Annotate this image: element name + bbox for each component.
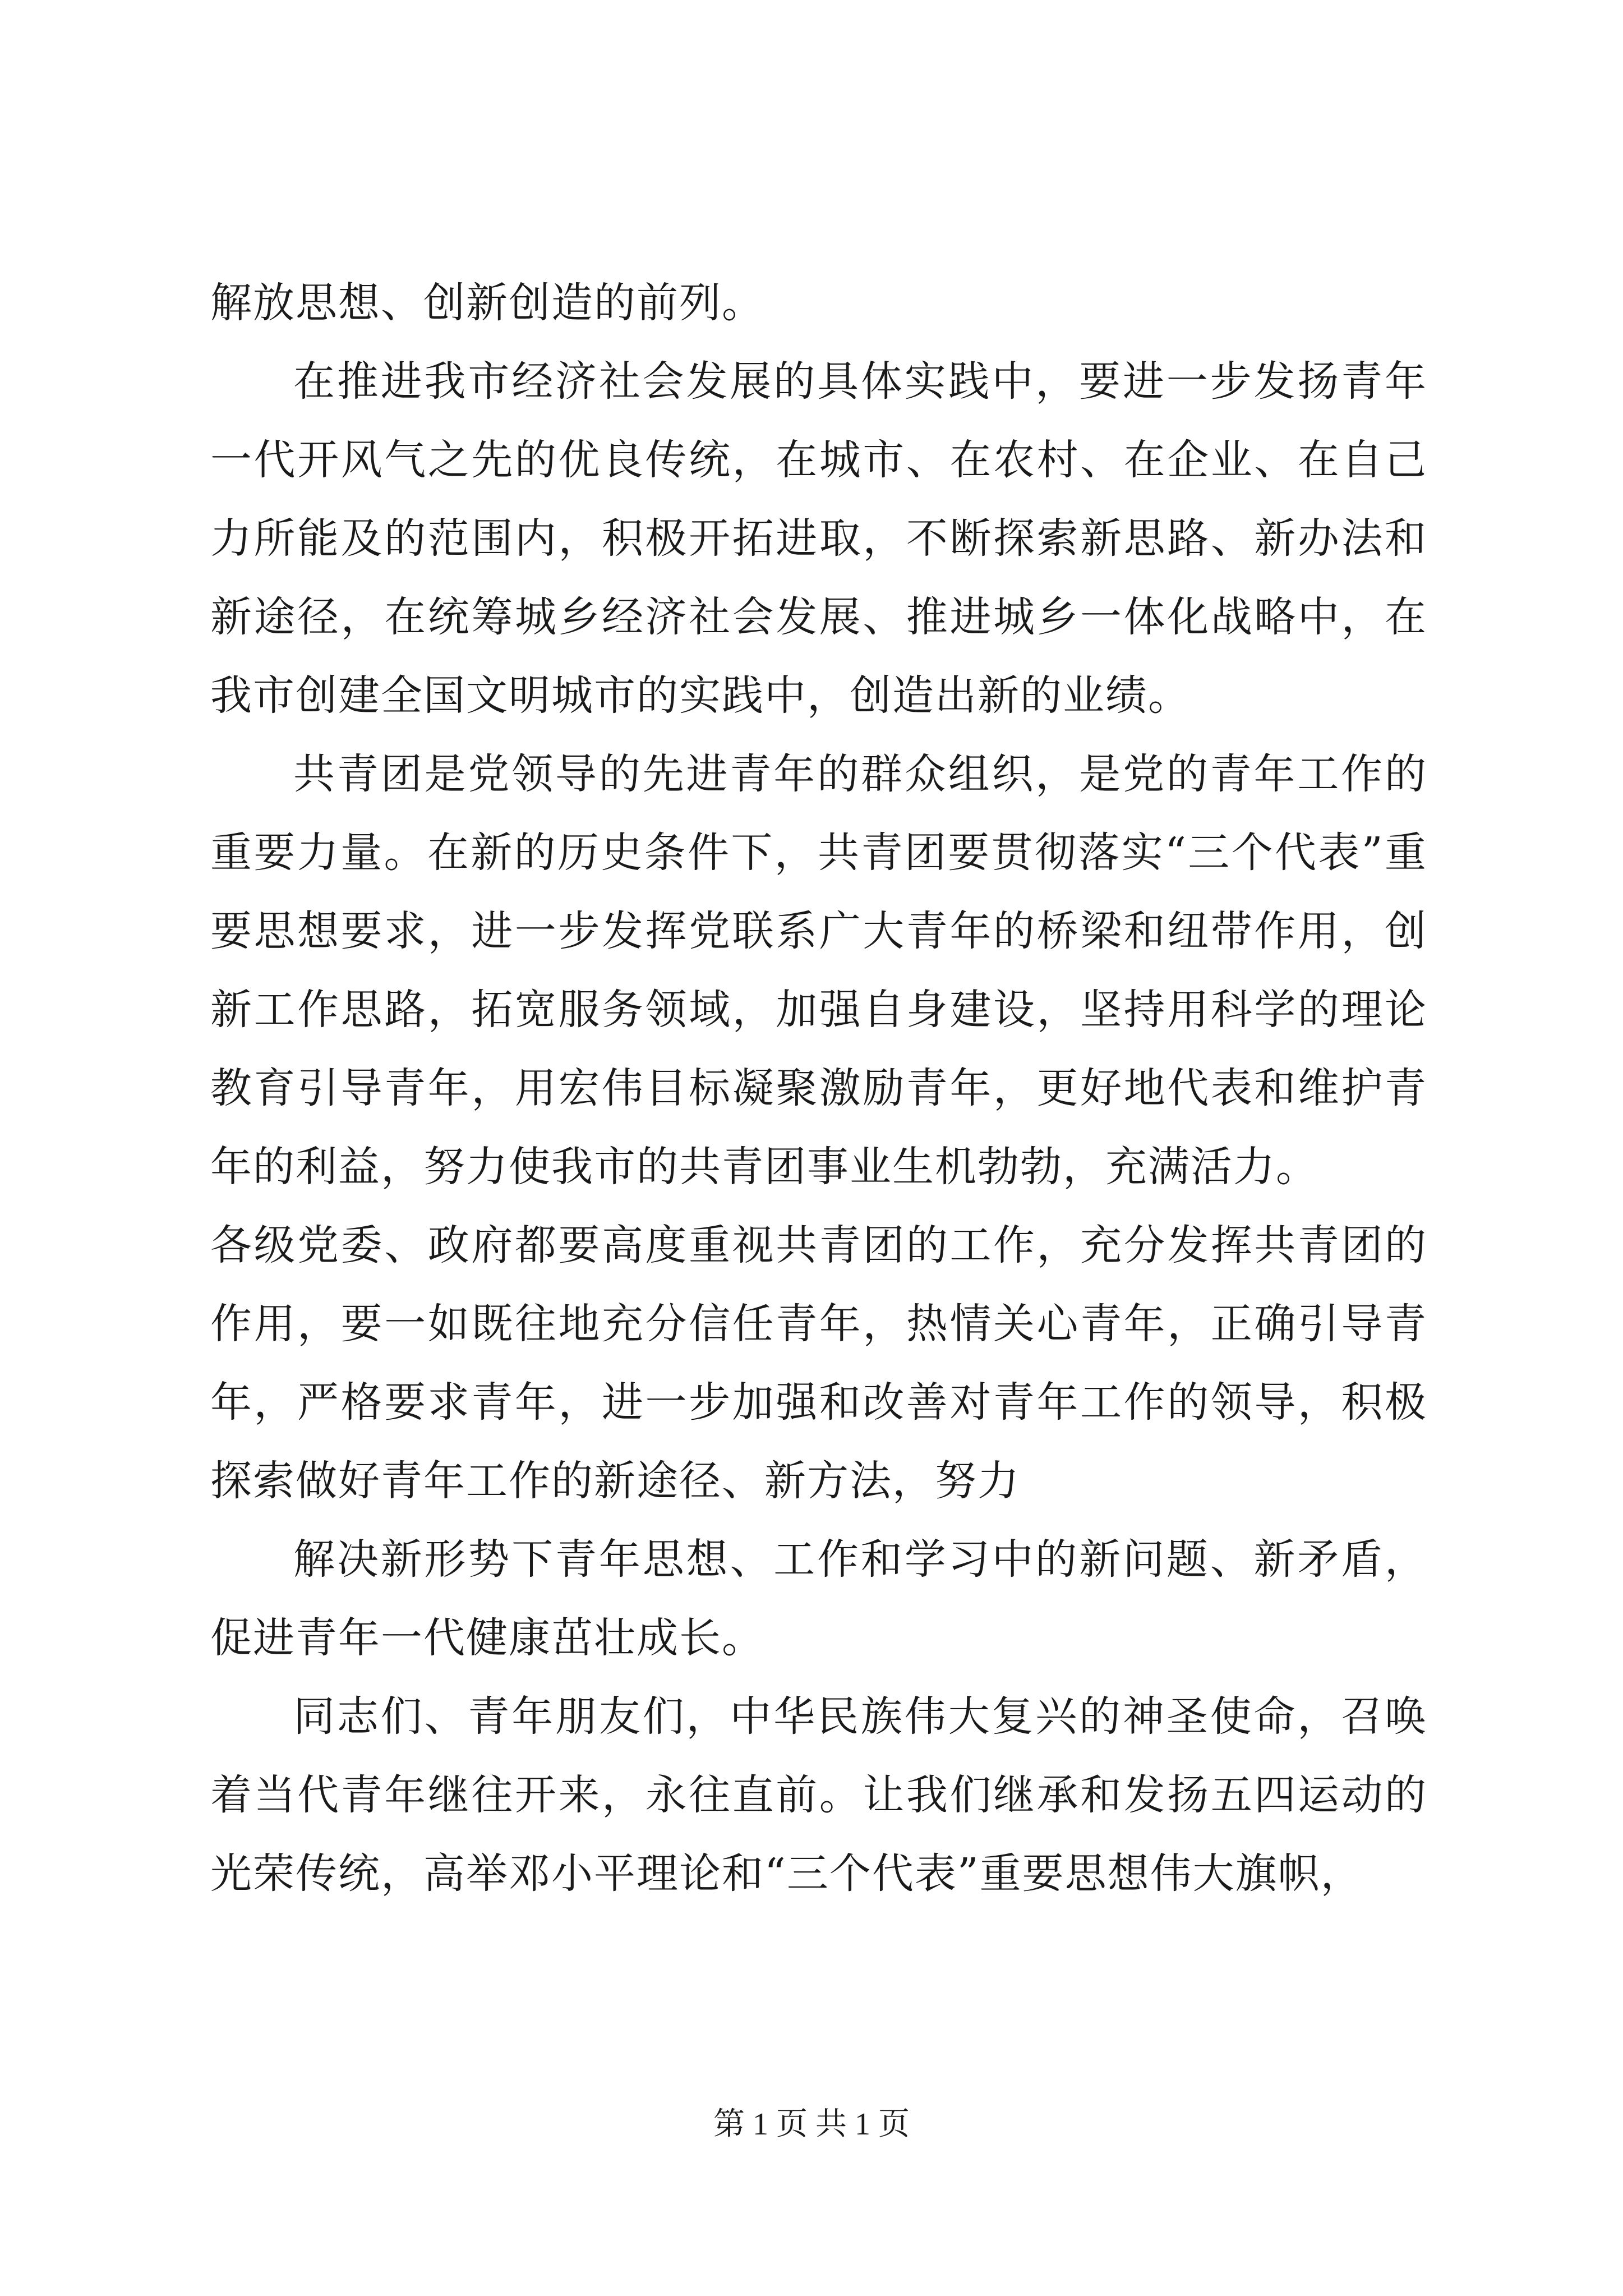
paragraph-1: 解放思想、创新创造的前列。 [210,279,764,327]
paragraph-2: 在推进我市经济社会发展的具体实践中，要进一步发扬青年一代开风气之先的优良传统，在城市、在农村、在企业、在自己力所能及的范围内，积极开拓进取，不断探索新思路、新办法和新途径，在统筹城乡经济社会发展、推进城乡一体化战略中，在我市创建全国文明城市的实践中，创造出新的业绩。 [210,357,1427,720]
paragraph-6: 同志们、青年朋友们，中华民族伟大复兴的神圣使命，召唤着当代青年继往开来，永往直前。让我们继承和发扬五四运动的光荣传统，高举邓小平理论和“三个代表”重要思想伟大旗帜， [210,1692,1427,1898]
page-footer: 第 1 页 共 1 页 [713,2107,910,2142]
paragraph-3: 共青团是党领导的先进青年的群众组织，是党的青年工作的重要力量。在新的历史条件下，共青团要贯彻落实“三个代表”重要思想要求，进一步发挥党联系广大青年的桥梁和纽带作用，创新工作思路，拓宽服务领域，加强自身建设，坚持用科学的理论教育引导青年，用宏伟目标凝聚激励青年，更好地代表和维护青年的利益，努力使我市的共青团事业生机勃勃，充满活力。 [210,750,1427,1191]
document-body [210,264,1427,1913]
paragraph-5: 解决新形势下青年思想、工作和学习中的新问题、新矛盾，促进青年一代健康茁壮成长。 [210,1535,1427,1662]
paragraph-4: 各级党委、政府都要高度重视共青团的工作，充分发挥共青团的作用，要一如既往地充分信任青年，热情关心青年，正确引导青年，严格要求青年，进一步加强和改善对青年工作的领导，积极探索做好青年工作的新途径、新方法，努力 [210,1221,1427,1505]
